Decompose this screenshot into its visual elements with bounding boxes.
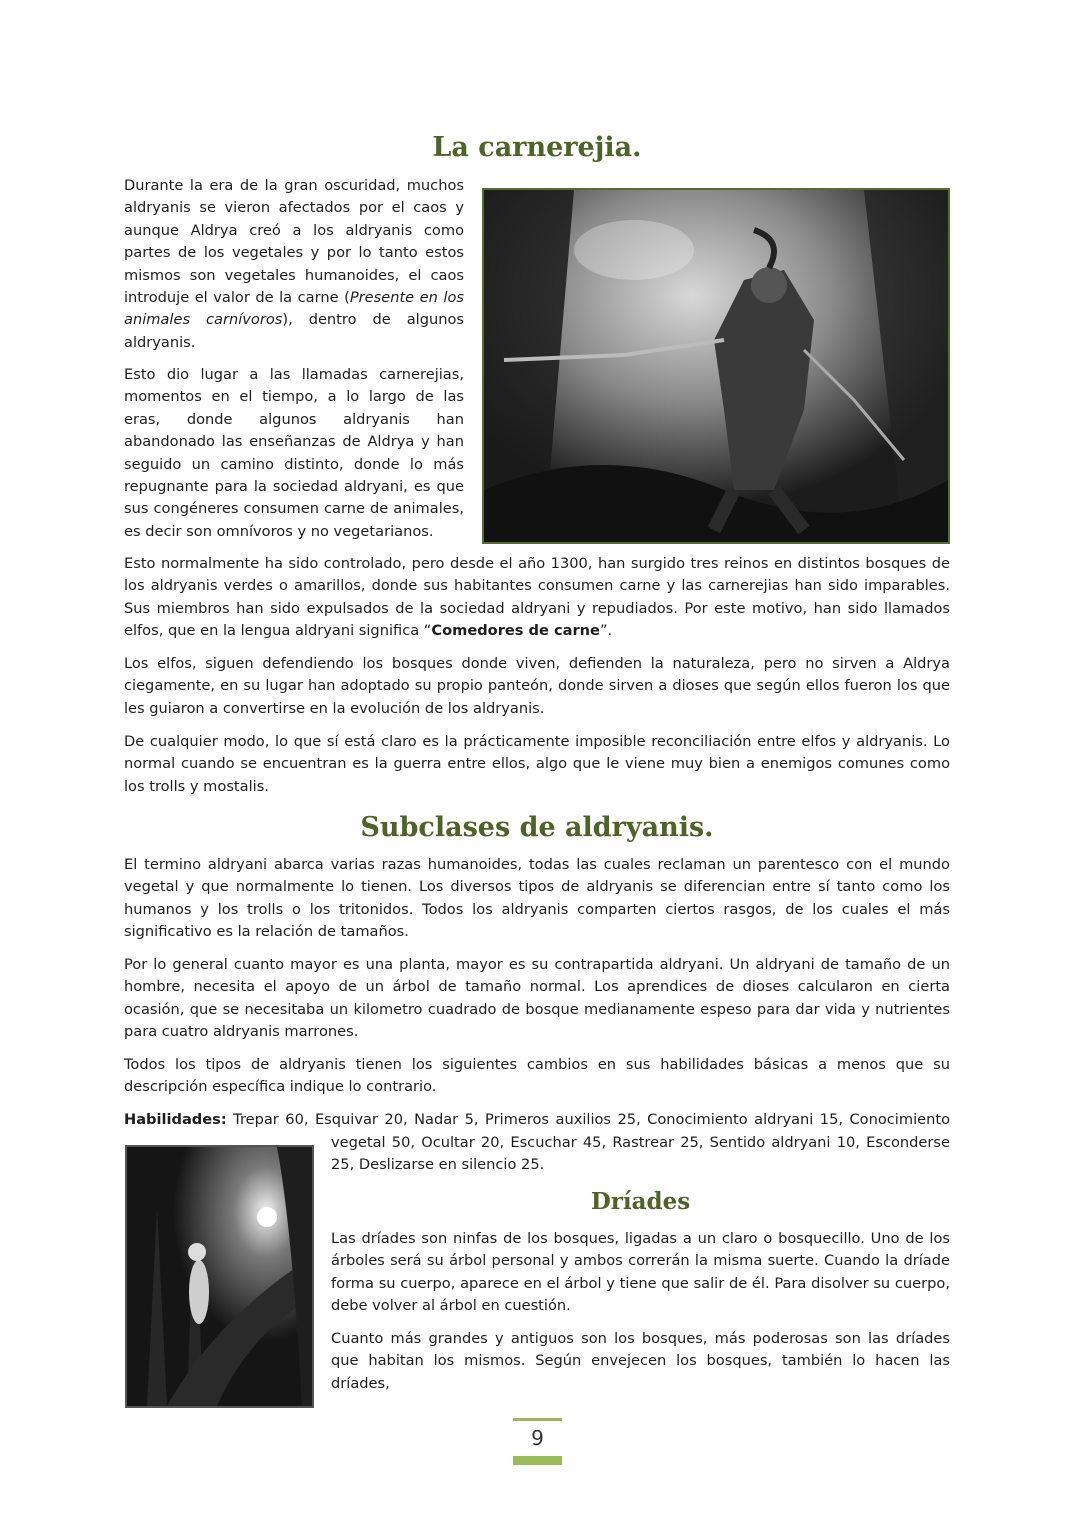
elf-warrior-illustration	[482, 188, 950, 544]
p3-text-b: ”.	[599, 622, 613, 640]
skills-text-line1: Trepar 60, Esquivar 20, Nadar 5, Primeros auxilios 25, Conocimiento aldryani 15, Conocimiento	[233, 1111, 951, 1128]
page-number-bottom-bar	[513, 1456, 562, 1465]
page-number-top-rule	[513, 1418, 562, 1421]
paragraph-subclases-1: El termino aldryani abarca varias razas humanoides, todas las cuales reclaman un parentesco con el mundo vegetal y que normalmente lo tienen. Los diversos tipos de aldryanis se diferencian entre sí tanto como los humanos y los trolls o los tritonidos. Todos los aldryanis comparten ciertos rasgos, de los cuales el más significativo es la relación de tamaños.	[124, 856, 950, 941]
paragraph-subclases-3: Todos los tipos de aldryanis tienen los siguientes cambios en sus habilidades básicas a menos que su descripción específica indique lo contrario.	[124, 1056, 950, 1096]
paragraph-carnerejia-4: Los elfos, siguen defendiendo los bosques donde viven, defienden la naturaleza, pero no sirven a Aldrya ciegamente, en su lugar han adoptado su propio panteón, donde sirven a dioses que según ellos fueron los que les guiaron a convertirse en la evolución de los aldryanis.	[124, 655, 950, 717]
paragraph-subclases-2: Por lo general cuanto mayor es una planta, mayor es su contrapartida aldryani. Un aldryani de tamaño de un hombre, necesita el apoyo de un árbol de tamaño normal. Los aprendices de dioses calcularon en cierta ocasión, que se necesitaba un kilometro cuadrado de bosque medianamente espeso para dar vida y nutrientes para cuatro aldryanis marrones.	[124, 956, 950, 1041]
skills-continued: vegetal 50, Ocultar 20, Escuchar 45, Rastrear 25, Sentido aldryani 10, Esconderse 25, Deslizarse en silencio 25.	[331, 1134, 950, 1174]
paragraph-carnerejia-1	[124, 175, 464, 354]
dryad-illustration	[125, 1145, 314, 1408]
p3-bold: Comedores de carne	[431, 622, 600, 640]
paragraph-carnerejia-3	[124, 553, 950, 643]
skills-label: Habilidades:	[124, 1111, 227, 1128]
paragraph-driades-2: Cuanto más grandes y antiguos son los bosques, más poderosas son las dríades que habitan los mismos. Según envejecen los bosques, también lo hacen las dríades,	[331, 1330, 950, 1392]
page-number: 9	[531, 1426, 544, 1450]
section-title-subclases: Subclases de aldryanis.	[360, 812, 714, 843]
paragraph-driades-1: Las dríades son ninfas de los bosques, ligadas a un claro o bosquecillo. Uno de los árboles será su árbol personal y ambos correrán la misma suerte. Cuando la dríade forma su cuerpo, aparece en el árbol y tiene que salir de él. Para disolver su cuerpo, debe volver al árbol en cuestión.	[331, 1230, 950, 1315]
skills-line	[124, 1109, 950, 1131]
p1-text-a: Durante la era de la gran oscuridad, muchos aldryanis se vieron afectados por el caos y aunque Aldrya creó a los aldryanis como partes de los vegetales y por lo tanto estos mismos son vegetales humanoides, el caos introduje el valor de la carne (	[124, 177, 464, 307]
paragraph-carnerejia-5: De cualquier modo, lo que sí está claro es la prácticamente imposible reconciliación entre elfos y aldryanis. Lo normal cuando se encuentran es la guerra entre ellos, algo que le viene muy bien a enemigos comunes como los trolls y mostalis.	[124, 733, 950, 795]
section-title-driades: Dríades	[590, 1188, 691, 1215]
p3-text-a: Esto normalmente ha sido controlado, pero desde el año 1300, han surgido tres reinos en distintos bosques de los aldryanis verdes o amarillos, donde sus habitantes consumen carne y las carnerejias han sido imparables. Sus miembros han sido expulsados de la sociedad aldryani y repudiados. Por este motivo, han sido llamados elfos, que en la lengua aldryani significa “	[124, 555, 950, 640]
section-title-carnerejia: La carnerejia.	[432, 132, 642, 163]
p1-italic: Presente en los animales carnívoros	[124, 289, 465, 329]
p1-text-b: ), dentro de algunos aldryanis.	[124, 311, 464, 351]
paragraph-carnerejia-2: Esto dio lugar a las llamadas carnerejias, momentos en el tiempo, a lo largo de las eras, donde algunos aldryanis han abandonado las enseñanzas de Aldrya y han seguido un camino distinto, donde lo más repugnante para la sociedad aldryani, es que sus congéneres consumen carne de animales, es decir son omnívoros y no vegetarianos.	[124, 366, 464, 540]
